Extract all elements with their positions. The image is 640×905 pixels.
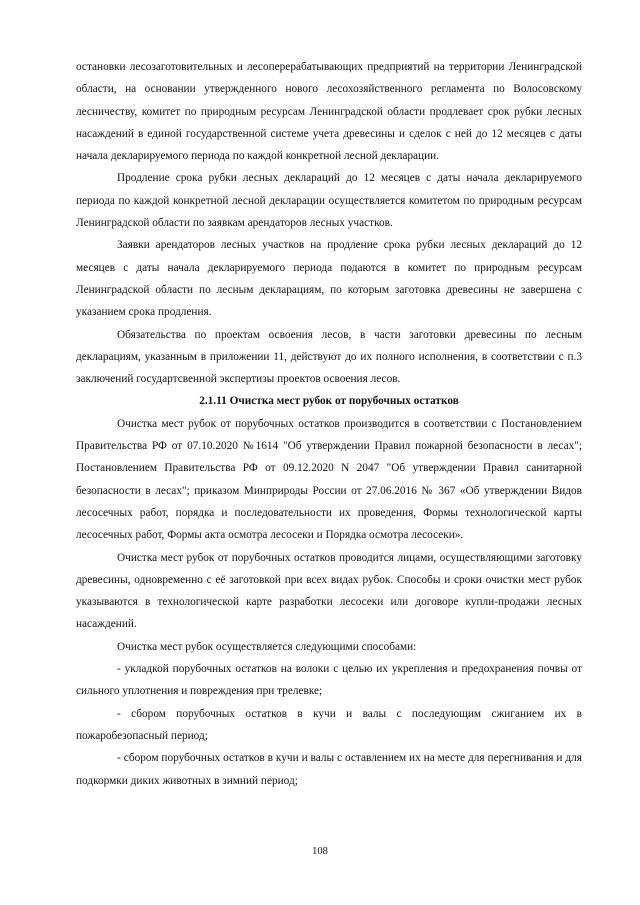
paragraph-extension-requests: Заявки арендаторов лесных участков на продление срока рубки лесных деклараций до 12 месяцев с даты начала декларируемого периода подаются в комитет по природным ресурсам Ленинградской области по лесным декларациям, по которым заготовка древесины не завершена с указанием срока продления. bbox=[76, 239, 582, 319]
paragraph-legal-basis: Очистка мест рубок от порубочных остатков производится в соответствии с Постановлением Правительства РФ от 07.10.2020 №1614 "Об утверждении Правил пожарной безопасности в лесах"; Постановлением Правительства РФ от 09.12.2020 N 2047 "Об утверждении Правил санитарной безопасности в лесах"; приказом Минприроды России от 27.06.2016 № 367 «Об утверждении Видов лесосечных работ, порядка и последовательности их проведения, Формы технологической карты лесосечных работ, Формы акта осмотра лесосеки и Порядка осмотра лесосеки». bbox=[76, 417, 582, 542]
paragraph-extension-procedure: Продление срока рубки лесных деклараций до 12 месяцев с даты начала декларируемого периода по каждой конкретной лесной декларации осуществляется комитетом по природным ресурсам Ленинградской области по заявкам арендаторов лесных участков. bbox=[76, 172, 582, 230]
list-item-method-decay: - сбором порубочных остатков в кучи и валы с оставлением их на месте для перегнивания и для подкормки диких животных в зимний период; bbox=[76, 752, 582, 787]
page-number: 108 bbox=[312, 846, 328, 857]
section-heading: 2.1.11 Очистка мест рубок от порубочных остатков bbox=[199, 395, 459, 408]
paragraph-cleaning-responsibility: Очистка мест рубок от порубочных остатков проводится лицами, осуществляющими заготовку древесины, одновременно с её заготовкой при всех видах рубок. Способы и сроки очистки мест рубок указываются в технологической карте разработки лесосеки или договоре купли-продажи лесных насаждений. bbox=[76, 551, 582, 631]
list-item-method-burning: - сбором порубочных остатков в кучи и валы с последующим сжиганием их в пожаробезопасный период; bbox=[76, 707, 582, 742]
paragraph-cleaning-methods-intro: Очистка мест рубок осуществляется следующими способами: bbox=[117, 640, 417, 653]
list-item-method-skid-trails: - укладкой порубочных остатков на волоки с целью их укрепления и предохранения почвы от сильного уплотнения и повреждения при трелевке; bbox=[76, 663, 582, 698]
paragraph-obligations: Обязательства по проектам освоения лесов, в части заготовки древесины по лесным декларациям, указанным в приложении 11, действуют до их полного исполнения, в соответствии с п.3 заключений государтсвенной экспертизы проектов освоения лесов. bbox=[76, 328, 582, 386]
document-body bbox=[76, 56, 582, 792]
paragraph-continuation: остановки лесозаготовительных и лесоперерабатывающих предприятий на территории Ленинградской области, на основании утвержденного нового лесохозяйственного регламента по Волосовскому лесничеству, комитет по природным ресурсам Ленинградской области продлевает срок рубки лесных насаждений в единой государственной системе учета древесины и сделок с ней до 12 месяцев с даты начала декларируемого периода по каждой конкретной лесной декларации. bbox=[76, 61, 582, 163]
